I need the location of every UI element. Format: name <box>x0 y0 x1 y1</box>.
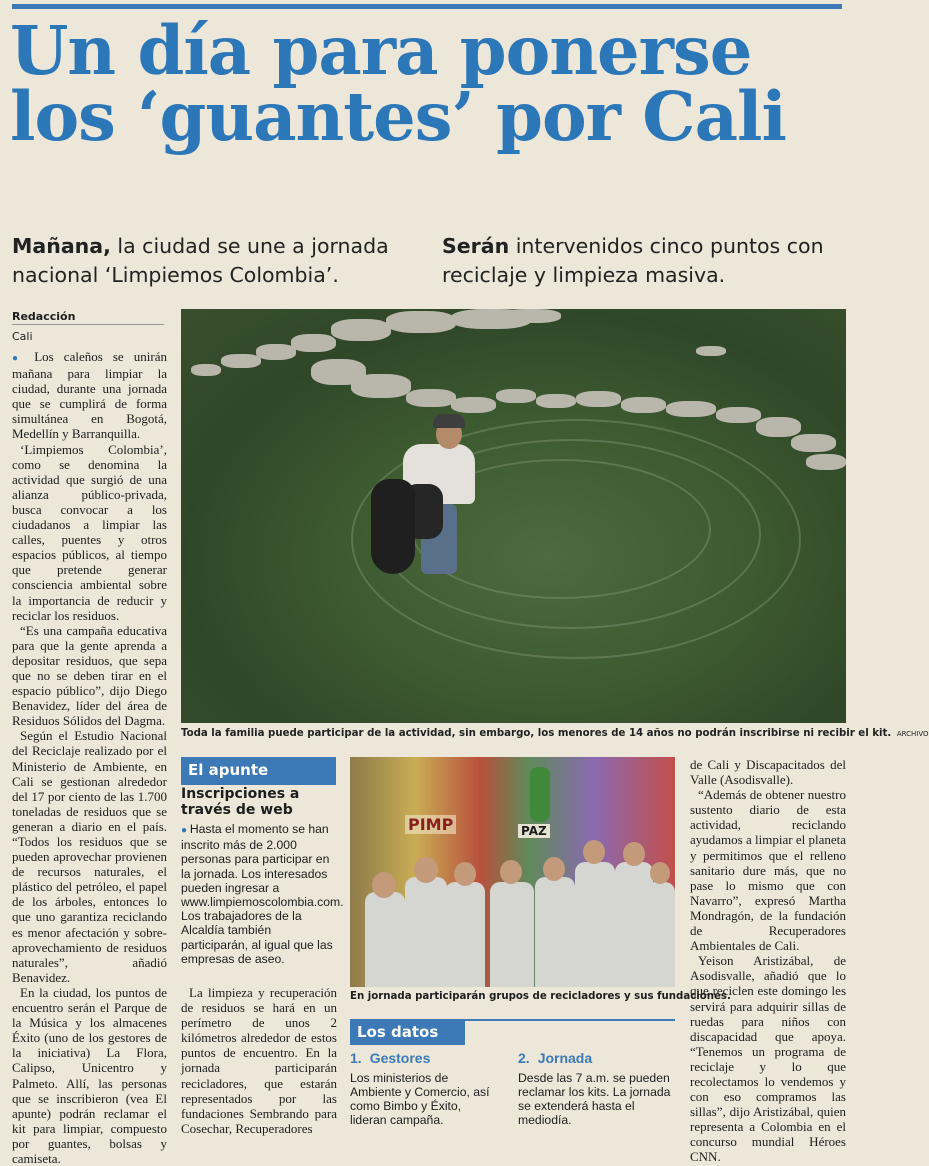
article-column-1 <box>12 349 167 1166</box>
datos-item-jornada <box>518 1050 678 1127</box>
rock <box>221 354 261 368</box>
dek-right-text: intervenidos cinco puntos con reciclaje y limpieza masiva. <box>442 234 824 287</box>
person-head <box>623 842 645 866</box>
person-head <box>454 862 476 886</box>
rock <box>536 394 576 408</box>
rock <box>331 319 391 341</box>
dek-left <box>12 232 422 290</box>
apunte-tab: El apunte <box>181 757 336 783</box>
person <box>445 882 485 987</box>
cactus-mural <box>530 767 550 822</box>
person-head <box>583 840 605 864</box>
person-head <box>500 860 522 884</box>
rock <box>406 389 456 407</box>
crowd <box>350 852 675 987</box>
datos-item-gestores <box>350 1050 500 1127</box>
rock <box>351 374 411 398</box>
paragraph: En la ciudad, los puntos de encuentro serán el Parque de la Música y los almacenes Éxito (uno de los gestores de la iniciativa) La Flora, Calipso, Unicentro y Palmeto. Allí, las personas que se inscribieron (vea El apunte) podrán reclamar el kit para limpiar, compuesto por guantes, bolsas y camiseta. <box>12 984 167 1166</box>
rock <box>451 397 496 413</box>
paragraph: ‘Limpiemos Colombia’, como se denomina la actividad que surgió de una alianza público-privada, busca convocar a los ciudadanos a limpiar las calles, puentes y otros espacios públicos, al tiempo que pretende generar consciencia ambiental sobre la importancia de reducir y reciclar los residuos. <box>12 441 167 623</box>
rock <box>501 309 561 323</box>
person <box>645 882 675 987</box>
trash-bag <box>371 479 415 574</box>
datos-item-text: Desde las 7 a.m. se pueden reclamar los kits. La jornada se extenderá hasta el mediodía. <box>518 1071 671 1127</box>
paragraph: Yeison Aristizábal, de Asodisvalle, añadió que lo que reciclen este domingo les servirá para adquirir sillas de ruedas para niños con discapacidad que apoya. “Tenemos un programa de reciclaje y lo que recolectamos lo vendemos y con eso compramos las sillas”, dijo Aristizábal, quien representa a Colombia en el concurso mundial Héroes CNN. <box>690 953 846 1165</box>
paragraph: “Además de obtener nuestro sustento diario de esta actividad, reciclando ayudamos a limpiar el planeta y permitimos que el relleno sanitario dure más, que no pase lo mismo que con Navarro”, expresó Martha Mondragón, de la fundación de Recuperadores Ambientales de Cali. <box>690 787 846 954</box>
paragraph: Según el Estudio Nacional del Reciclaje realizado por el Ministerio de Ambiente, en Cali se gestionan alrededor del 17 por ciento de las 1.700 toneladas de residuos que se generan a diario en el país. “Todos los residuos que se pueden aprovechar provienen de recursos naturales, el plástico del petróleo, el papel de los árboles, entonces lo que uno garantiza reciclando es menor afectación y sobre-aprovechamiento de residuos naturales”, añadió Benavidez. <box>12 728 167 985</box>
rock <box>496 389 536 403</box>
article-column-5 <box>690 757 846 1165</box>
person <box>490 882 534 987</box>
group-photo <box>350 757 675 987</box>
person <box>535 877 575 987</box>
rock <box>191 364 221 376</box>
dek-left-text: la ciudad se une a jornada nacional ‘Limpiemos Colombia’. <box>12 234 389 287</box>
dek-left-bold: Mañana, <box>12 234 111 258</box>
headline-line-2: los ‘guantes’ por Cali <box>10 77 786 156</box>
rock <box>696 346 726 356</box>
byline-author: Redacción <box>12 310 164 325</box>
photo-credit: ARCHIVO <box>896 730 929 738</box>
datos-item-text: Los ministerios de Ambiente y Comercio, así como Bimbo y Éxito, lideran campaña. <box>350 1071 490 1127</box>
person-cap <box>433 414 465 428</box>
main-photo <box>181 309 846 723</box>
rock <box>756 417 801 437</box>
bullet-icon: ● <box>12 353 35 364</box>
apunte-body <box>181 822 344 966</box>
rock <box>256 344 296 360</box>
paragraph: de Cali y Discapacitados del Valle (Asodisvalle). <box>690 757 846 788</box>
paragraph: “Es una campaña educativa para que la gente aprenda a depositar residuos, que sepa que no se deben tirar en el espacio público”, dijo Diego Benavidez, líder del área de Residuos Sólidos del Dagma. <box>12 622 167 729</box>
person-head <box>543 857 565 881</box>
datos-item-title: Gestores <box>369 1050 431 1066</box>
headline-line-1: Un día para ponerse <box>10 11 752 90</box>
bullet-icon: ● <box>181 825 190 836</box>
datos-item-number: 2. <box>518 1050 530 1066</box>
person <box>365 892 405 987</box>
caption-text: Toda la familia puede participar de la actividad, sin embargo, los menores de 14 años no podrán inscribirse ni recibir el kit. <box>181 728 892 739</box>
apunte-heading: Inscripciones a través de web <box>181 786 300 818</box>
person-head <box>650 862 670 884</box>
paz-sign: PAZ <box>518 824 550 838</box>
datos-item-title: Jornada <box>537 1050 593 1066</box>
article-column-2 <box>181 985 337 1136</box>
group-photo-caption: En jornada participarán grupos de recicladores y sus fundaciones. <box>350 991 731 1002</box>
headline <box>10 11 855 156</box>
apunte-rule <box>181 783 336 785</box>
top-rule <box>12 4 842 9</box>
paragraph: La limpieza y recuperación de residuos se hará en un perímetro de unos 2 kilómetros alrededor de estos puntos de encuentro. En la jornada participarán recicladores, que estarán representados por las fundaciones Sembrando para Cosechar, Recuperadores <box>181 985 337 1136</box>
rock <box>666 401 716 417</box>
paragraph <box>12 349 167 442</box>
byline-city: Cali <box>12 330 33 343</box>
dek-right-bold: Serán <box>442 234 510 258</box>
rock <box>791 434 836 452</box>
rock <box>621 397 666 413</box>
apunte-body-text: Hasta el momento se han inscrito más de 2.000 personas para participar en la jornada. Los interesados pueden ingresar a www.limpiemoscolombia.com. Los trabajadores de la Alcaldía también participarán, al igual que las empresas de aseo. <box>181 822 344 966</box>
main-photo-caption <box>181 728 929 739</box>
person-head <box>372 872 396 898</box>
mural-sign: PIMP <box>405 815 456 834</box>
rock <box>576 391 621 407</box>
dek-right <box>442 232 862 290</box>
rock <box>806 454 846 470</box>
person <box>575 862 615 987</box>
byline <box>12 310 164 344</box>
rock <box>386 311 456 333</box>
datos-item-number: 1. <box>350 1050 362 1066</box>
datos-tab: Los datos <box>350 1019 465 1045</box>
person-head <box>414 857 438 883</box>
paragraph-text: Los caleños se unirán mañana para limpiar la ciudad, durante una jornada que se cumplirá de forma simultánea en Bogotá, Medellín y Barranquilla. <box>12 349 167 442</box>
person <box>405 877 447 987</box>
rock <box>716 407 761 423</box>
rock <box>291 334 336 352</box>
